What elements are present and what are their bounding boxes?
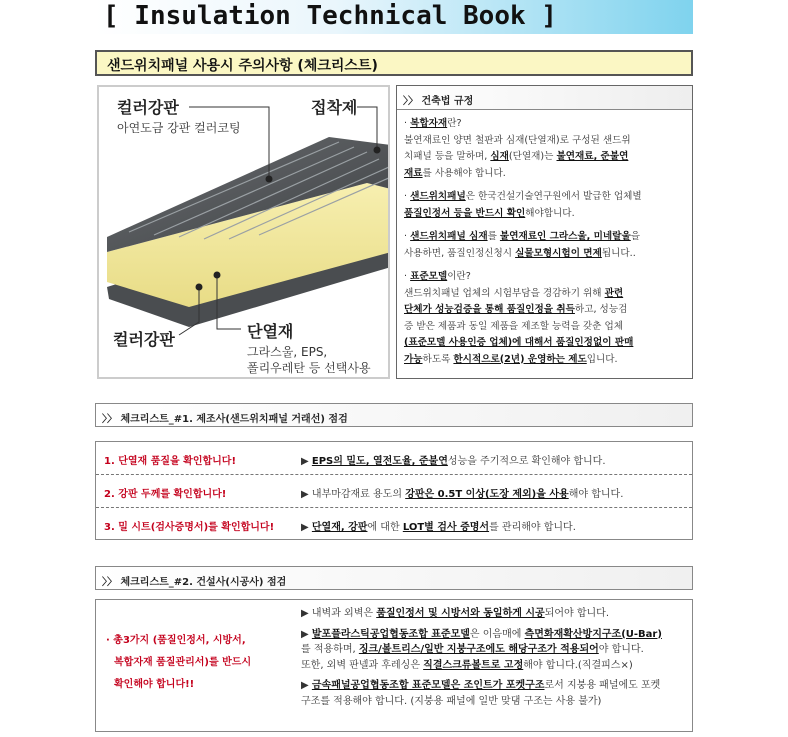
rule-item: · 복합자재란? 불연재료인 양면 철판과 심재(단열재)로 구성된 샌드위 치패널 등을 말하며, 심재(단열재)는 불연재료, 준불연 재료를 사용해야 합니다. bbox=[404, 118, 631, 179]
rule-item: · 표준모델이란? 샌드위치패널 업체의 시험부담을 경감하기 위해 관련 단체가 성능검증을 통해 품질인정을 취득하고, 성능검 증 받은 제품과 동일 제품을 제조할 능력을 갖춘 업체 (표준모델 사용인증 업체)에 대해서 품질인정없이 판매 가능하도록 한시적으로(2년) 운영하는 제도입니다. bbox=[404, 271, 634, 365]
adhesive-label: 접착제 bbox=[311, 98, 358, 117]
header-banner bbox=[95, 0, 693, 34]
core-label: 단열재 bbox=[247, 322, 294, 341]
rule-item: · 샌드위치패널 심재를 불연재료인 그라스울, 미네랄울을 사용하면, 품질인정신청시 실물모형시험이 면제됩니다.. bbox=[404, 231, 641, 259]
checklist1-header: 〉〉 체크리스트_#1. 제조사(샌드위치패널 거래선) 점검 bbox=[95, 403, 693, 427]
section-title bbox=[95, 50, 693, 76]
panel-illustration bbox=[97, 85, 390, 379]
top-steel-desc: 아연도금 강판 컬러코팅 bbox=[117, 121, 241, 135]
page-title: [ Insulation Technical Book ] bbox=[103, 1, 557, 31]
building-law-box bbox=[396, 85, 693, 379]
checklist1-box bbox=[95, 441, 693, 540]
building-law-header: 〉〉 건축법 규정 bbox=[397, 86, 692, 110]
detail-item: ▶ 내벽과 외벽은 품질인정서 및 시방서와 동일하게 시공되어야 합니다. bbox=[301, 608, 610, 619]
checklist1-row: 2. 강판 두께를 확인합니다! ▶ 내부마감재료 용도의 강판은 0.5T 이상(도장 제외)을 사용해야 합니다. bbox=[104, 489, 624, 500]
core-sub1: 그라스울, EPS, bbox=[247, 345, 328, 359]
section-title-text: 샌드위치패널 사용시 주의사항 (체크리스트) bbox=[107, 58, 378, 74]
checklist1-row: 3. 밀 시트(검사증명서)를 확인합니다! ▶ 단열재, 강판에 대한 LOT별 검사 증명서를 관리해야 합니다. bbox=[104, 522, 576, 533]
building-law-body bbox=[397, 110, 692, 368]
checklist2-summary: · 총3가지 (품질인정서, 시방서, 복합자재 품질관리서)를 반드시 확인해야 합니다!! bbox=[106, 635, 252, 690]
detail-item: ▶ 금속패널공업협동조합 표준모델은 조인트가 포켓구조로서 지붕용 패널에도 포켓 구조를 적용해야 합니다. (지붕용 패널에 일반 맞댐 구조는 사용 불가) bbox=[301, 680, 661, 707]
bottom-steel-label: 컬러강판 bbox=[113, 330, 175, 349]
checklist2-details bbox=[301, 606, 686, 714]
core-sub2: 폴리우레탄 등 선택사용 bbox=[247, 361, 371, 375]
checklist2-box bbox=[95, 599, 693, 732]
checklist2-header: 〉〉 체크리스트_#2. 건설사(시공사) 점검 bbox=[95, 566, 693, 590]
checklist1-row: 1. 단열재 품질을 확인합니다! ▶ EPS의 밀도, 열전도율, 준불연성능을 주기적으로 확인해야 합니다. bbox=[104, 456, 606, 467]
top-steel-label: 컬러강판 bbox=[117, 98, 179, 117]
detail-item: ▶ 발포플라스틱공업협동조합 표준모델은 이음매에 측면화재확산방지구조(U-Bar) 를 적용하며, 징크/볼트리스/일반 지붕구조에도 해당구조가 적용되어야 합니다. 또한, 외벽 판넬과 후레싱은 직결스크류볼트로 고정해야 합니다.(직결피스×) bbox=[301, 628, 662, 671]
rule-item: · 샌드위치패널은 한국건설기술연구원에서 발급한 업체별 품질인정서 등을 반드시 확인해야합니다. bbox=[404, 191, 642, 219]
